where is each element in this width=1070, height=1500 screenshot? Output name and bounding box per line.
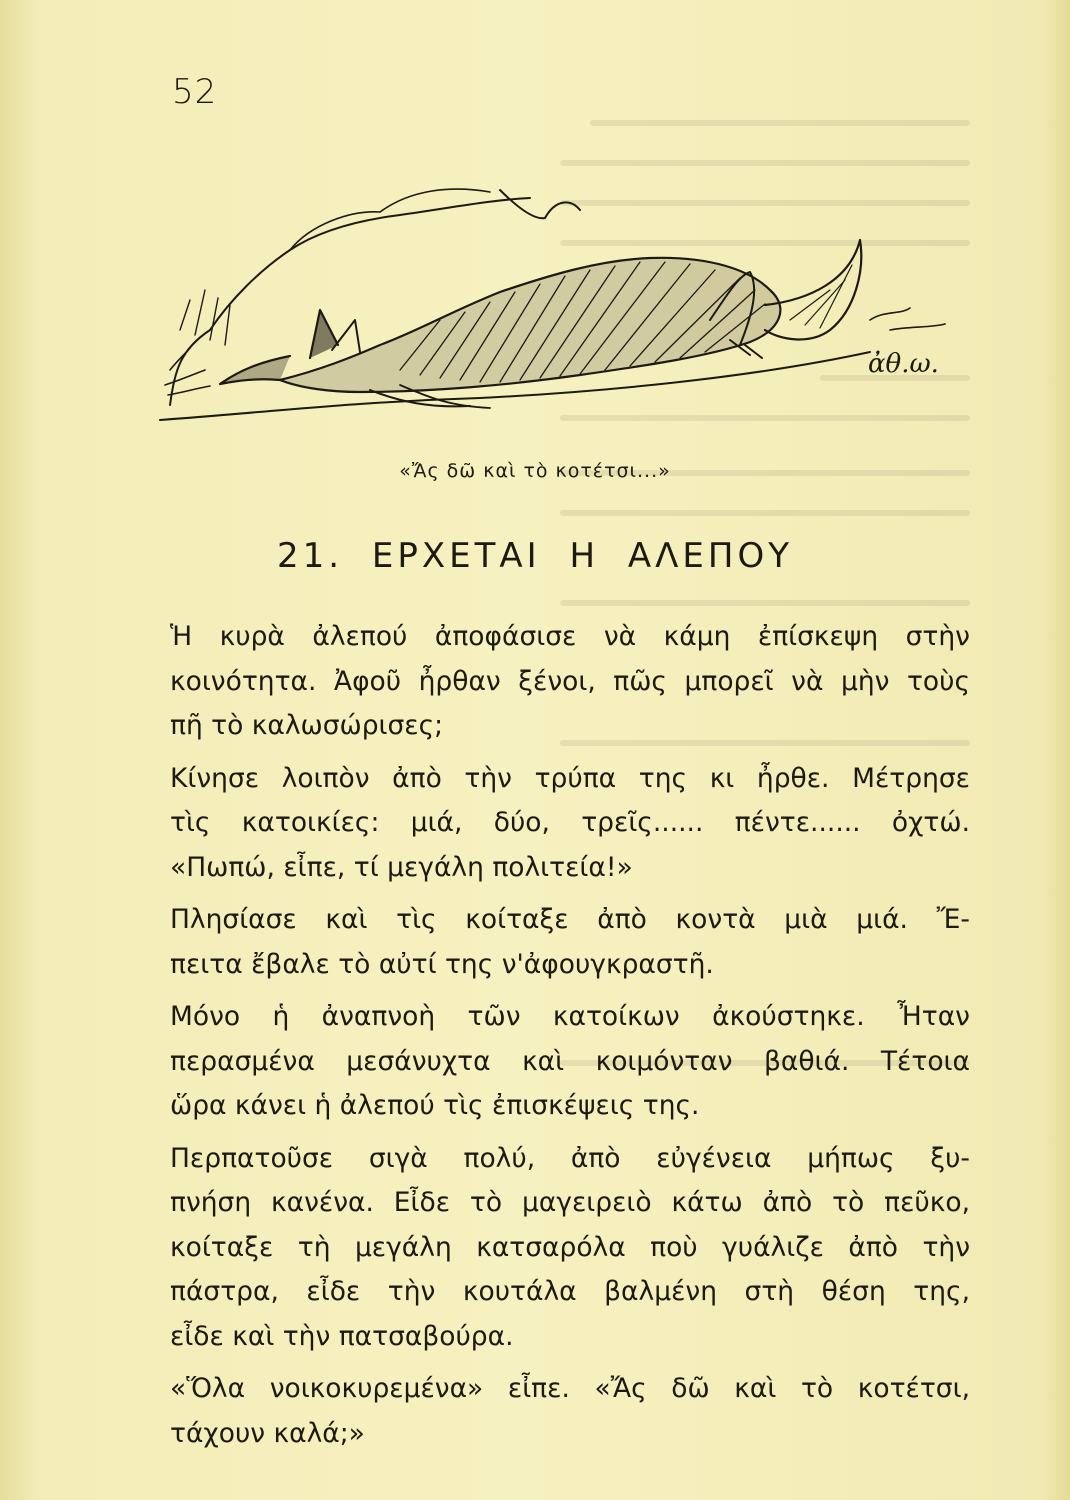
illustrator-signature: ἀθ.ω. <box>868 349 939 379</box>
paragraph <box>170 615 970 749</box>
text-line: περασμένα μεσάνυχτα καὶ κοιμόνταν βαθιά. Τέτοια <box>170 1045 970 1077</box>
text-line: πῆ τὸ καλωσώρισες; <box>170 710 444 741</box>
text-line: πνήση κανένα. Εἶδε τὸ μαγειρειὸ κάτω ἀπὸ τὸ πεῦκο, <box>170 1187 970 1218</box>
text-line: κοίταξε τὴ μεγάλη κατσαρόλα ποὺ γυάλιζε ἀπὸ τὴν <box>170 1231 970 1263</box>
page-number: 52 <box>172 72 218 112</box>
text-line: Περπατοῦσε σιγὰ πολύ, ἀπὸ εὐγένεια μήπως ξυ- <box>170 1142 970 1174</box>
text-line: πάστρα, εἶδε τὴν κουτάλα βαλμένη στὴ θέση της, <box>170 1276 970 1307</box>
illustration-caption: «Ἄς δῶ καὶ τὸ κοτέτσι...» <box>399 460 671 482</box>
body-text <box>170 615 970 1464</box>
text-line: πειτα ἔβαλε τὸ αὐτί της ν'ἀφουγκραστῆ. <box>170 948 714 980</box>
text-line: κοινότητα. Ἀφοῦ ἦρθαν ξένοι, πῶς μπορεῖ νὰ μὴν τοὺς <box>170 665 970 697</box>
text-line: ὥρα κάνει ἡ ἀλεπού τὶς ἐπισκέψεις της. <box>170 1090 700 1121</box>
paragraph <box>170 1137 970 1360</box>
paragraph <box>170 995 970 1129</box>
paragraph <box>170 898 970 987</box>
paragraph <box>170 757 970 891</box>
chapter-title: 21. ΕΡΧΕΤΑΙ Η ΑΛΕΠΟΥ <box>277 536 793 576</box>
text-line: εἶδε καὶ τὴν πατσαβούρα. <box>170 1320 514 1352</box>
text-line: «Ὅλα νοικοκυρεμένα» εἶπε. «Ἄς δῶ καὶ τὸ κοτέτσι, <box>170 1373 970 1404</box>
paragraph <box>170 1367 970 1456</box>
text-line: τὶς κατοικίες: μιά, δύο, τρεῖς...... πέντε...... ὀχτώ. <box>170 807 970 838</box>
text-line: Μόνο ἡ ἀναπνοὴ τῶν κατοίκων ἀκούστηκε. Ἦταν <box>170 1001 970 1032</box>
text-line: Κίνησε λοιπὸν ἀπὸ τὴν τρύπα της κι ἦρθε. Μέτρησε <box>170 762 970 794</box>
fox-illustration <box>150 180 970 430</box>
text-line: τάχουν καλά;» <box>170 1417 365 1449</box>
text-line: «Πωπώ, εἶπε, τί μεγάλη πολιτεία!» <box>170 851 633 883</box>
text-line: Ἡ κυρὰ ἀλεπού ἀποφάσισε νὰ κάμη ἐπίσκεψη στὴν <box>170 621 970 652</box>
text-line: Πλησίασε καὶ τὶς κοίταξε ἀπὸ κοντὰ μιὰ μιά. Ἔ- <box>170 904 970 935</box>
